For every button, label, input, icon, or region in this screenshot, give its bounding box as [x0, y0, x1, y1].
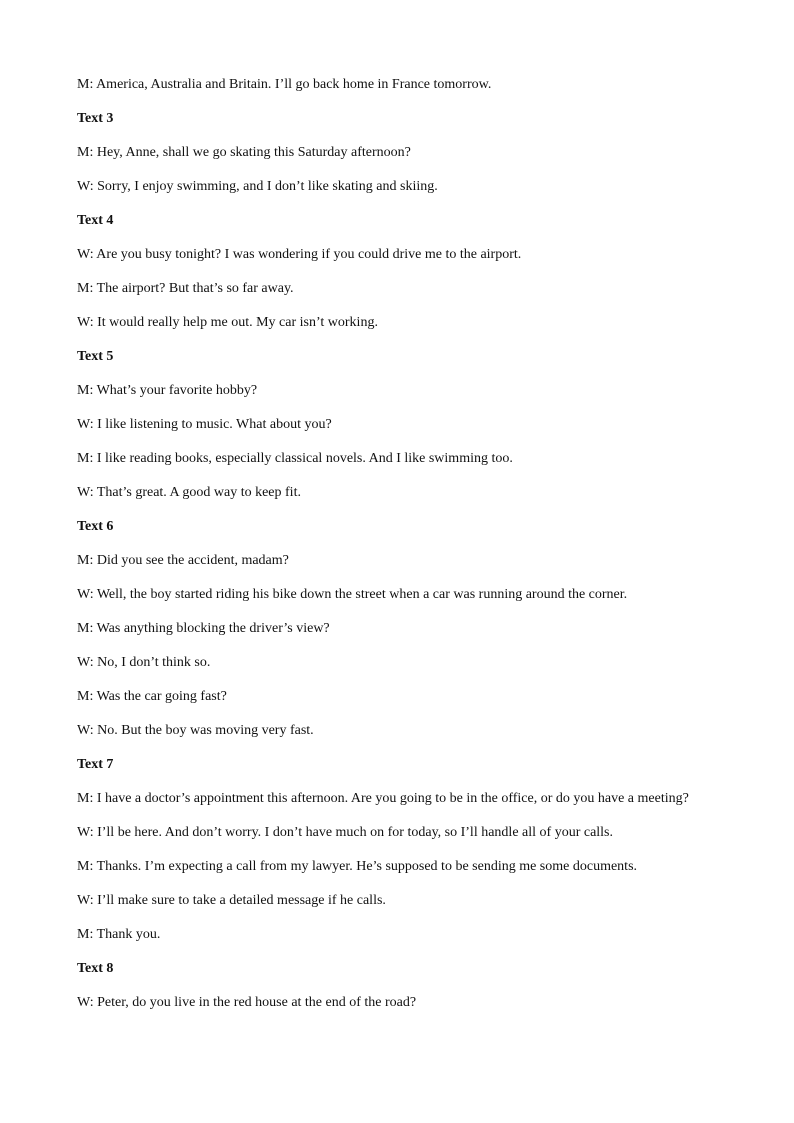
dialogue-line: M: Was the car going fast? — [77, 689, 227, 704]
dialogue-line: W: I’ll make sure to take a detailed message if he calls. — [77, 893, 386, 908]
section-heading: Text 7 — [77, 757, 114, 772]
dialogue-line: W: Peter, do you live in the red house at the end of the road? — [77, 995, 417, 1010]
document-page — [77, 75, 722, 1027]
dialogue-line: W: No. But the boy was moving very fast. — [77, 723, 314, 738]
section-heading: Text 5 — [77, 349, 114, 364]
section-heading: Text 3 — [77, 111, 114, 126]
dialogue-line: M: Was anything blocking the driver’s view? — [77, 621, 330, 636]
section-heading: Text 4 — [77, 213, 114, 228]
dialogue-line: M: Thank you. — [77, 927, 161, 942]
dialogue-line: W: Are you busy tonight? I was wondering if you could drive me to the airport. — [77, 247, 522, 262]
dialogue-line: W: I’ll be here. And don’t worry. I don’t have much on for today, so I’ll handle all of your calls. — [77, 825, 614, 840]
dialogue-line: M: I like reading books, especially classical novels. And I like swimming too. — [77, 451, 513, 466]
section-heading: Text 6 — [77, 519, 114, 534]
dialogue-line: M: Hey, Anne, shall we go skating this Saturday afternoon? — [77, 145, 411, 160]
dialogue-line: M: Did you see the accident, madam? — [77, 553, 289, 568]
dialogue-line: W: I like listening to music. What about you? — [77, 417, 332, 432]
dialogue-line: M: What’s your favorite hobby? — [77, 383, 258, 398]
dialogue-line: W: It would really help me out. My car isn’t working. — [77, 315, 378, 330]
dialogue-line: W: That’s great. A good way to keep fit. — [77, 485, 301, 500]
section-heading: Text 8 — [77, 961, 114, 976]
dialogue-line: M: America, Australia and Britain. I’ll go back home in France tomorrow. — [77, 77, 492, 92]
dialogue-line: W: Well, the boy started riding his bike down the street when a car was running around the corner. — [77, 587, 628, 602]
dialogue-line: W: No, I don’t think so. — [77, 655, 211, 670]
dialogue-line: W: Sorry, I enjoy swimming, and I don’t like skating and skiing. — [77, 179, 438, 194]
dialogue-line: M: Thanks. I’m expecting a call from my lawyer. He’s supposed to be sending me some documents. — [77, 859, 638, 874]
dialogue-line: M: I have a doctor’s appointment this afternoon. Are you going to be in the office, or do you have a meeting? — [77, 791, 689, 806]
dialogue-line: M: The airport? But that’s so far away. — [77, 281, 294, 296]
